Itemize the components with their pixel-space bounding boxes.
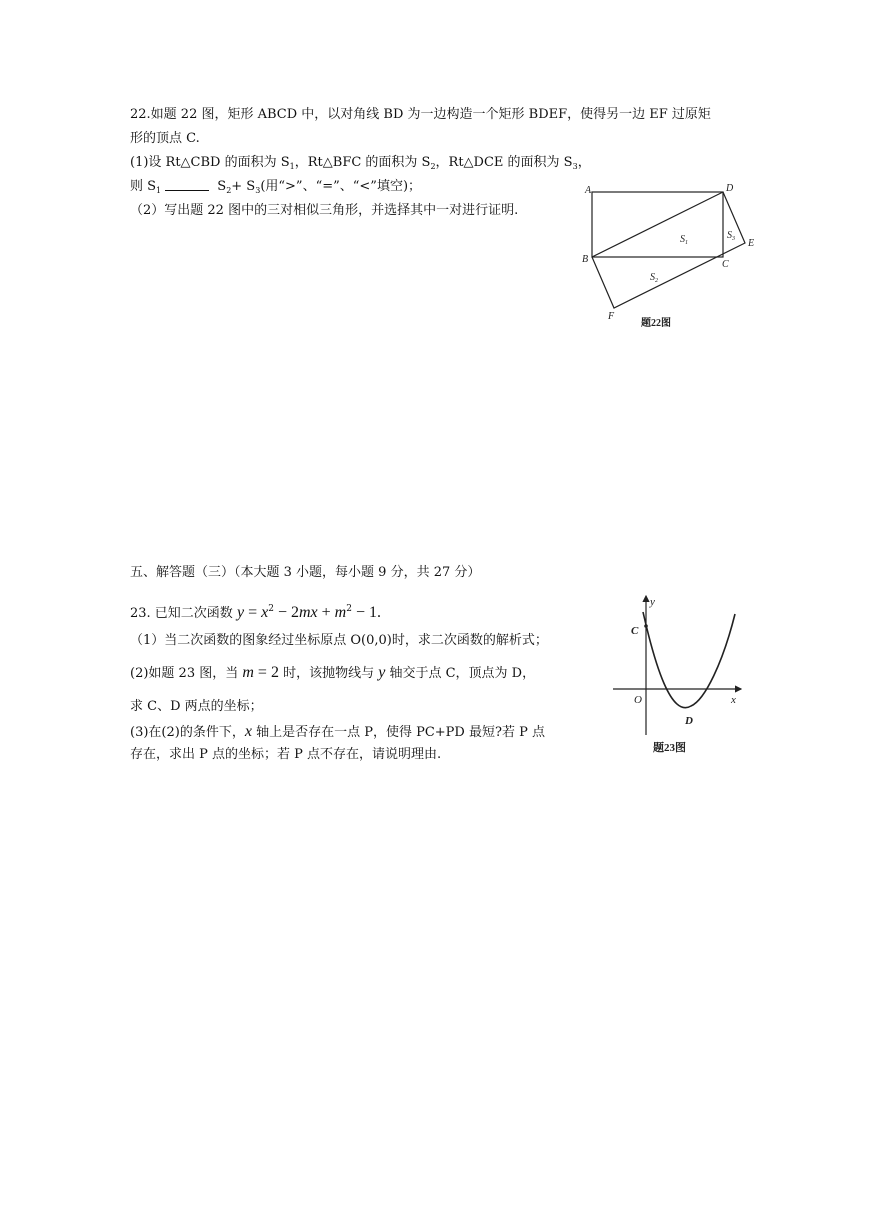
figure-23-caption: 题23图 <box>653 742 686 754</box>
label-y: y <box>650 596 655 608</box>
section-5-heading: 五、解答题（三）（本大题 3 小题，每小题 9 分，共 27 分） <box>130 565 481 580</box>
q22-part1-text-d: ， <box>577 155 591 170</box>
q23-part3 <box>130 722 545 743</box>
q22-compare-text-b: S <box>213 179 227 194</box>
q22-line1: 22.如题 22 图，矩形 ABCD 中，以对角线 BD 为一边构造一个矩形 BDEF，使得另一边 EF 过原矩 <box>130 107 711 122</box>
q23-part3-text-b: 轴上是否存在一点 P，使得 PC+PD 最短?若 P 点 <box>251 725 545 740</box>
math-var: m <box>334 604 347 621</box>
superscript: 2 <box>346 604 352 614</box>
math-op: + <box>317 604 335 621</box>
subscript: 1 <box>289 162 295 171</box>
label-c: C <box>631 625 639 637</box>
q22-part1-compare <box>130 178 421 200</box>
parabola-curve <box>643 612 735 708</box>
q23-part3-text-a: (3)在(2)的条件下， <box>130 725 245 740</box>
q23-part3-line2: 存在，求出 P 点的坐标；若 P 点不存在，请说明理由. <box>130 747 442 762</box>
subscript: 3 <box>255 186 261 195</box>
rectangle-bdef <box>592 192 745 308</box>
q23-part1: （1）当二次函数的图象经过坐标原点 O(0,0)时，求二次函数的解析式； <box>130 633 548 648</box>
q22-part1 <box>130 154 591 176</box>
math-var: mx <box>298 604 318 621</box>
label-f: F <box>608 311 615 322</box>
label-s3: $S_3$ <box>727 230 735 242</box>
math-var: y <box>378 664 386 681</box>
figure-23 <box>605 590 755 760</box>
q22-part1-text-b: ，Rt△BFC 的面积为 S <box>294 155 431 170</box>
label-b: B <box>582 254 589 265</box>
label-o: O <box>634 694 642 706</box>
q23-part2 <box>130 662 535 685</box>
q22-part2: （2）写出题 22 图中的三对相似三角形，并选择其中一对进行证明. <box>130 203 519 218</box>
diagonal-bd <box>592 192 723 257</box>
math-op: = 2 <box>253 664 279 681</box>
q22-compare-text-d: (用“>”、“=”、“<”填空)； <box>260 179 422 194</box>
q22-compare-text-c: + S <box>231 179 256 194</box>
figure-22-caption: 题22图 <box>641 318 671 329</box>
label-a: A <box>585 185 592 196</box>
superscript: 2 <box>268 604 274 614</box>
label-x: x <box>731 694 736 706</box>
q23-intro-text: 23. 已知二次函数 <box>130 606 237 621</box>
q23-intro <box>130 598 381 625</box>
q22-compare-text-a: 则 S <box>130 179 157 194</box>
figure-22 <box>570 178 770 338</box>
q22-part1-text-c: ，Rt△DCE 的面积为 S <box>435 155 573 170</box>
q22-part1-text-a: (1)设 Rt△CBD 的面积为 S <box>130 155 290 170</box>
label-s2: $S_2$ <box>650 272 658 284</box>
label-c: C <box>722 259 729 270</box>
label-d: D <box>726 183 734 194</box>
label-e: E <box>748 238 755 249</box>
math-op: − 2 <box>273 604 299 621</box>
subscript: 2 <box>226 186 232 195</box>
answer-blank[interactable] <box>165 178 209 191</box>
math-op: = <box>244 604 262 621</box>
math-var: x <box>244 723 252 740</box>
math-var: y <box>236 604 245 621</box>
math-op: − 1. <box>351 604 381 621</box>
q23-part2-text-a: (2)如题 23 图，当 <box>130 666 243 681</box>
math-var: x <box>261 604 269 621</box>
math-var: m <box>242 664 254 681</box>
subscript: 1 <box>156 186 162 195</box>
point-c <box>644 624 648 628</box>
subscript: 3 <box>572 162 578 171</box>
subscript: 2 <box>430 162 436 171</box>
q23-part2-line2: 求 C、D 两点的坐标； <box>130 699 263 714</box>
label-d: D <box>685 715 693 727</box>
label-s1: $S_1$ <box>680 234 688 246</box>
q23-part2-text-c: 轴交于点 C，顶点为 D， <box>385 666 536 681</box>
q22-line2: 形的顶点 C. <box>130 131 200 146</box>
q23-part2-text-b: 时，该抛物线与 <box>278 666 379 681</box>
